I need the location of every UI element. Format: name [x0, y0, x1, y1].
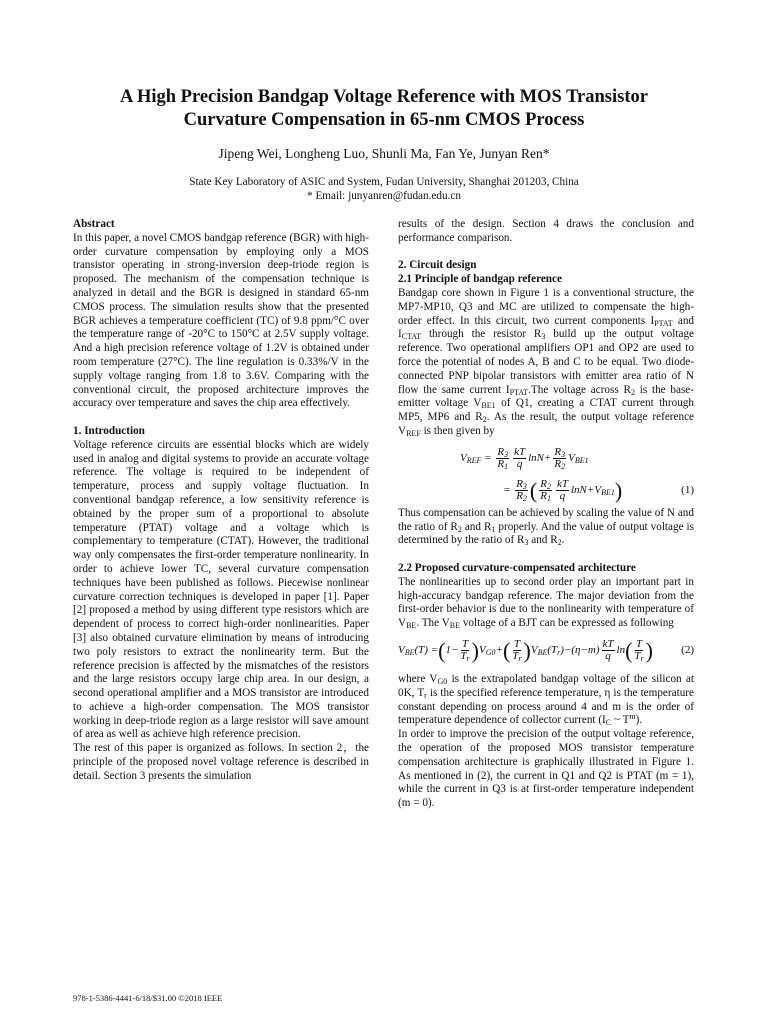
intro-heading: 1. Introduction	[73, 424, 145, 437]
section-2-1-heading: 2.1 Principle of bandgap reference	[398, 273, 562, 286]
equation-2-number: (2)	[681, 644, 694, 657]
equation-1: $V_{REF}$ = $\frac{R_3}{R_1}$ $\frac{kT}{q}$ lnN + $\frac{R_3}{R_2}$ $V_{BE1}$ = $\frac{R_3}{R_2}$ ( $\frac{R_2}{R_1}$ $\frac{kT}{q}$ lnN + $V_{BE1}$ ) (1)	[460, 446, 694, 504]
title-line-2: Curvature Compensation in 65-nm CMOS Process	[183, 110, 585, 130]
section-2-2-paragraph-1: The nonlinearities up to second order play an important part in high-accuracy bandgap reference. The major deviation from the first-order behavior is due to the nonlinearity with temperature of $V_{BE}$. The $V_{BE}$ voltage of a BJT can be expressed as following	[398, 575, 694, 631]
affiliation-block	[60, 176, 708, 203]
equation-2: $V_{BE}(T)$ = ( 1− $\frac{T}{T_r}$ ) $V_{G0}$ + ( $\frac{T}{T_r}$ ) $V_{BE}(T_r)$ −(η−m) $\frac{kT}{q}$ ln ( $\frac{T}{T_r}$ ) (2)	[398, 637, 694, 664]
intro-paragraph-1: Voltage reference circuits are essential blocks which are widely used in analog and digital systems to provide an accurate voltage reference. The voltage is required to be independent of temperature, process and supply voltage fluctuation. In conventional bandgap reference, a low sensitivity reference is obtained by the proper sum of a proportional to absolute temperature (PTAT) voltage and a voltage which is complementary to temperature (CTAT). However, the traditional way only compensates the first-order temperature nonlinearity. In order to achieve lower TC, several curvature compensation techniques have been published as follows. Piecewise nonlinear curvature correction techniques is developed in paper [1]. Paper [2] proposed a method by using different type resistors which are dependent of process to correct high-order nonlinearities. Paper [3] also obtained curvature elimination by means of introducing two poly resistors to extract the nonlinearity term. But the reference precision is affected by the mismatches of the resistors and the large resistors occupy large chip area. In our design, a second operational amplifier and a MOS transistor are introduced to achieve a high-order compensation. The MOS transistor working in deep-triode region as a large resistor will save amount of area as well as achieve high reference precision.	[73, 438, 369, 741]
equation-1-number: (1)	[681, 483, 694, 496]
section-2-2-paragraph-3: In order to improve the precision of the output voltage reference, the operation of the proposed MOS transistor temperature compensation architecture is graphically illustrated in Figure 1. As mentioned in (2), the current in Q1 and Q2 is PTAT (m = 1), while the current in Q3 is at first-order temperature independent (m = 0).	[398, 728, 694, 810]
section-2-2-heading: 2.2 Proposed curvature-compensated architecture	[398, 561, 636, 574]
section-2-heading: 2. Circuit design	[398, 259, 477, 272]
intro-paragraph-2: The rest of this paper is organized as follows. In section 2，the principle of the proposed novel voltage reference is described in detail. Section 3 presents the simulation	[73, 742, 369, 782]
right-column	[398, 218, 694, 811]
affiliation: State Key Laboratory of ASIC and System, Fudan University, Shanghai 201203, China	[189, 176, 579, 188]
section-2-1-paragraph-2: Thus compensation can be achieved by scaling the value of N and the ratio of $R_2$ and $R_1$ properly. And the value of output voltage is determined by the ratio of $R_3$ and $R_2$.	[398, 506, 694, 548]
abstract-heading: Abstract	[73, 218, 115, 230]
abstract-text: In this paper, a novel CMOS bandgap reference (BGR) with high-order curvature compensation by employing only a MOS transistor operating in strong-inversion deep-triode region is proposed. The mechanism of the compensation technique is analyzed in detail and the BGR is designed in standard 65-nm CMOS process. The simulation results show that the presented BGR achieves a temperature coefficient (TC) of 9.8 ppm/°C over the temperature range of -20°C to 150°C at 2.5V supply voltage. And a high precision reference voltage of 1.2V is obtained under room temperature (27°C). The line regulation is 0.33%/V in the supply voltage ranging from 1.8 to 3.6V. Comparing with the conventional circuit, the proposed architecture improves the accuracy over temperature and saves the chip area effectively.	[73, 231, 369, 410]
contact-email: * Email: junyanren@fudan.edu.cn	[307, 189, 461, 202]
intro-continuation: results of the design. Section 4 draws the conclusion and performance comparison.	[398, 218, 694, 244]
left-column	[73, 218, 369, 784]
title-line-1: A High Precision Bandgap Voltage Reference with MOS Transistor	[120, 87, 648, 107]
paper-title	[60, 86, 708, 132]
copyright-footer: 978-1-5386-4441-6/18/$31.00 ©2018 IEEE	[73, 993, 223, 1003]
section-2-2-paragraph-2: where $V_{G0}$ is the extrapolated bandgap voltage of the silicon at 0K, $T_r$ is the specified reference temperature, η is the temperature constant depending on process around 4 and m is the order of temperature dependence of collector current ($I_C$ ~ $T^m$).	[398, 672, 694, 728]
section-2-1-paragraph-1: Bandgap core shown in Figure 1 is a conventional structure, the MP7-MP10, Q3 and MC are utilized to compensate the high-order effect. In this circuit, two current components $I_{PTAT}$ and $I_{CTAT}$ through the resistor $R_3$ build up the output voltage reference. Two operational amplifiers OP1 and OP2 are used to force the potential of nodes A, B and C to be equal. Two diode-connected PNP bipolar transistors with emitter area ratio of N flow the same current $I_{PTAT}.The$ voltage across $R_2$ is the base-emitter voltage $V_{BE1}$ of Q1, creating a CTAT current through MP5, MP6 and $R_2$. As the result, the output voltage reference $V_{REF}$ is then given by	[398, 286, 695, 438]
author-list: Jipeng Wei, Longheng Luo, Shunli Ma, Fan Ye, Junyan Ren*	[218, 146, 550, 161]
